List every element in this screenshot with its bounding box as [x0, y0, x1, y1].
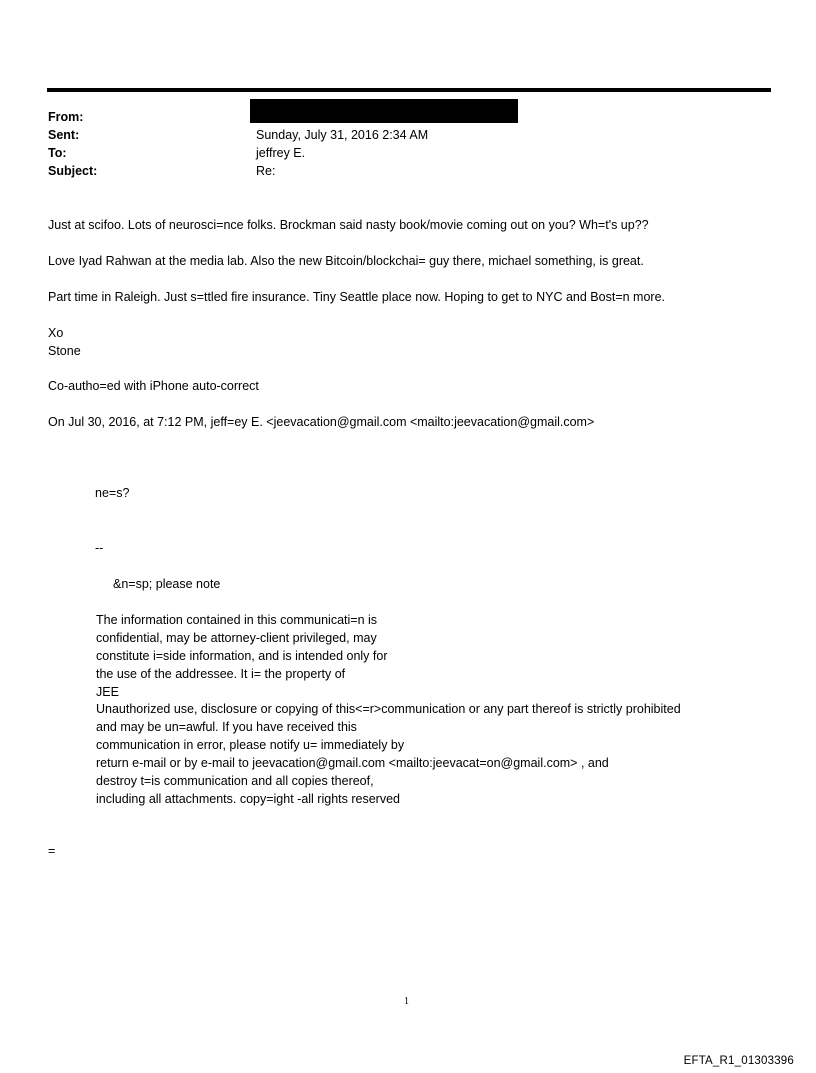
- disclaimer-line: constitute i=side information, and is intended only for: [96, 649, 388, 663]
- document-id: EFTA_R1_01303396: [683, 1055, 794, 1067]
- trailing-equals: =: [48, 844, 56, 858]
- quoted-please-note: &n=sp; please note: [113, 577, 221, 591]
- disclaimer-line: Unauthorized use, disclosure or copying of this<=r>communication or any part thereof is strictly prohibited: [96, 702, 681, 716]
- disclaimer-line: return e-mail or by e-mail to jeevacation@gmail.com <mailto:jeevacat=on@gmail.com> , and: [96, 756, 609, 770]
- subject-value: Re:: [256, 164, 276, 178]
- signoff-xo: Xo: [48, 326, 64, 340]
- page-number: 1: [404, 996, 409, 1007]
- disclaimer-line: including all attachments. copy=ight -all rights reserved: [96, 792, 400, 806]
- header-rule: [47, 88, 771, 92]
- disclaimer-line: and may be un=awful. If you have received this: [96, 720, 357, 734]
- subject-label: Subject:: [48, 164, 98, 178]
- signoff-name: Stone: [48, 344, 81, 358]
- disclaimer-line: communication in error, please notify u= immediately by: [96, 738, 405, 752]
- sent-label: Sent:: [48, 128, 80, 142]
- body-paragraph-3: Part time in Raleigh. Just s=ttled fire insurance. Tiny Seattle place now. Hoping to get to NYC and Bost=n more.: [48, 290, 665, 304]
- disclaimer-line: the use of the addressee. It i= the property of: [96, 667, 346, 681]
- quoted-news: ne=s?: [95, 486, 130, 500]
- from-label: From:: [48, 110, 84, 124]
- sent-value: Sunday, July 31, 2016 2:34 AM: [256, 128, 429, 142]
- body-paragraph-1: Just at scifoo. Lots of neurosci=nce folks. Brockman said nasty book/movie coming out on you? Wh=t's up??: [48, 218, 649, 232]
- quoted-dashes: --: [95, 541, 104, 555]
- disclaimer-line: confidential, may be attorney-client privileged, may: [96, 631, 377, 645]
- redacted-sender: [250, 99, 518, 123]
- coauthored-note: Co-autho=ed with iPhone auto-correct: [48, 379, 259, 393]
- disclaimer-line: JEE: [96, 685, 119, 699]
- to-label: To:: [48, 146, 67, 160]
- disclaimer-line: destroy t=is communication and all copies thereof,: [96, 774, 374, 788]
- body-paragraph-2: Love Iyad Rahwan at the media lab. Also the new Bitcoin/blockchai= guy there, michael something, is great.: [48, 254, 644, 268]
- disclaimer-line: The information contained in this communicati=n is: [96, 613, 378, 627]
- quote-intro: On Jul 30, 2016, at 7:12 PM, jeff=ey E. <jeevacation@gmail.com <mailto:jeevacation@gmail.com>: [48, 415, 595, 429]
- to-value: jeffrey E.: [256, 146, 306, 160]
